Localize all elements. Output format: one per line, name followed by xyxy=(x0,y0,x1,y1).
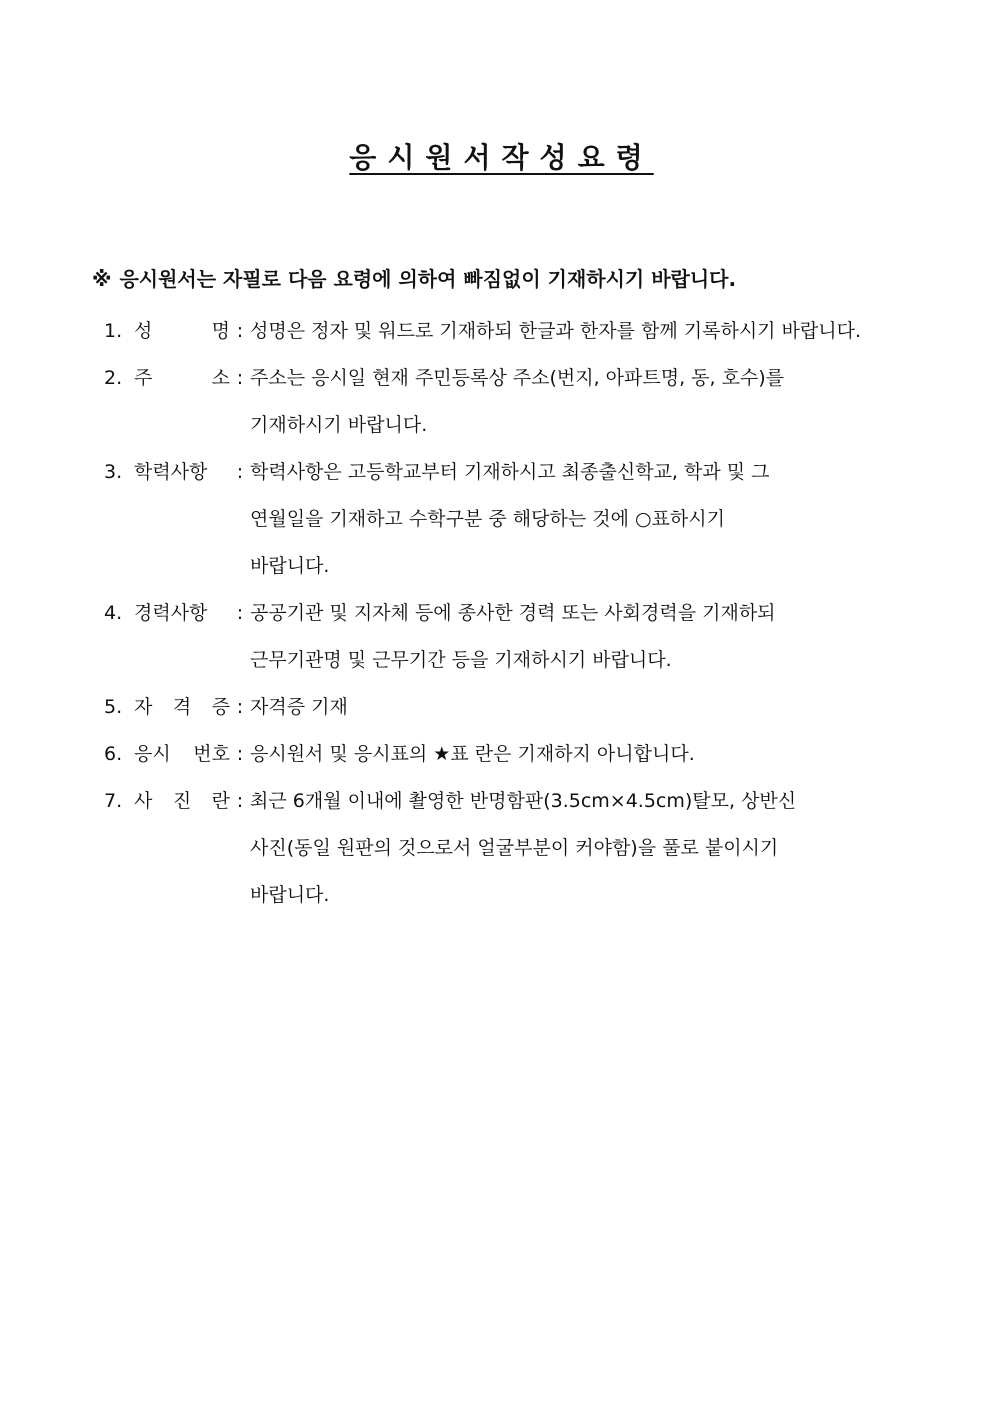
item-number: 3. xyxy=(104,461,123,483)
item-label-part: 응시 xyxy=(134,743,171,765)
instruction-item xyxy=(104,355,924,449)
item-label-text xyxy=(134,731,230,778)
item-label-part: 자 xyxy=(134,696,153,718)
item-label-part: 사 xyxy=(134,790,153,812)
item-label-part: 증 xyxy=(211,696,230,718)
item-label-text xyxy=(134,590,230,684)
item-label xyxy=(104,355,250,449)
item-label-part: 경력사항 xyxy=(134,602,208,624)
item-number: 5. xyxy=(104,696,123,718)
item-label xyxy=(104,684,250,731)
item-label-part: 성 xyxy=(134,320,153,342)
item-description xyxy=(250,684,924,731)
instruction-list xyxy=(104,308,924,919)
notice-line xyxy=(92,261,912,297)
item-description-line: 기재하시기 바랍니다. xyxy=(250,414,428,436)
item-label xyxy=(104,449,250,590)
item-description-line: 최근 6개월 이내에 촬영한 반명함판(3.5cm×4.5cm)탈모, 상반신 xyxy=(250,790,797,812)
item-label-text xyxy=(134,355,230,449)
document-title xyxy=(0,138,992,178)
item-description xyxy=(250,590,924,684)
item-label-text xyxy=(134,308,230,355)
item-description-line: 바랍니다. xyxy=(250,884,330,906)
item-description-line: 근무기관명 및 근무기간 등을 기재하시기 바랍니다. xyxy=(250,649,672,671)
item-label-part: 번호 xyxy=(193,743,230,765)
instruction-item xyxy=(104,449,924,590)
instruction-item xyxy=(104,684,924,731)
notice-text: 응시원서는 자필로 다음 요령에 의하여 빠짐없이 기재하시기 바랍니다. xyxy=(119,267,737,291)
item-description-line: 연월일을 기재하고 수학구분 중 해당하는 것에 ○표하시기 xyxy=(250,508,725,530)
item-description xyxy=(250,778,924,919)
item-colon: : xyxy=(236,790,244,812)
item-colon: : xyxy=(236,602,244,624)
item-label-text xyxy=(134,684,230,731)
item-number: 6. xyxy=(104,743,123,765)
item-label xyxy=(104,778,250,919)
item-label-part: 란 xyxy=(211,790,230,812)
item-number: 2. xyxy=(104,367,123,389)
item-description-line: 주소는 응시일 현재 주민등록상 주소(번지, 아파트명, 동, 호수)를 xyxy=(250,367,785,389)
item-label-text xyxy=(134,778,230,919)
instruction-item xyxy=(104,590,924,684)
item-description xyxy=(250,308,924,355)
item-description-line: 공공기관 및 지자체 등에 종사한 경력 또는 사회경력을 기재하되 xyxy=(250,602,776,624)
item-description xyxy=(250,449,924,590)
item-label-part: 진 xyxy=(172,790,192,812)
item-description-line: 학력사항은 고등학교부터 기재하시고 최종출신학교, 학과 및 그 xyxy=(250,461,770,483)
item-description xyxy=(250,355,924,449)
item-description-line: 자격증 기재 xyxy=(250,696,348,718)
item-description-line: 바랍니다. xyxy=(250,555,330,577)
item-colon: : xyxy=(236,696,244,718)
item-description xyxy=(250,731,924,778)
item-label-part: 주 xyxy=(134,367,153,389)
item-label-text xyxy=(134,449,230,590)
item-description-line: 성명은 정자 및 워드로 기재하되 한글과 한자를 함께 기록하시기 바랍니다. xyxy=(250,320,862,342)
item-colon: : xyxy=(236,320,244,342)
instruction-item xyxy=(104,731,924,778)
instruction-item xyxy=(104,778,924,919)
item-number: 1. xyxy=(104,320,123,342)
instruction-item xyxy=(104,308,924,355)
item-label-part: 학력사항 xyxy=(134,461,208,483)
item-description-line: 응시원서 및 응시표의 ★표 란은 기재하지 아니합니다. xyxy=(250,743,695,765)
item-label xyxy=(104,731,250,778)
item-colon: : xyxy=(236,461,244,483)
item-label-part: 명 xyxy=(211,320,230,342)
document-title-text: 응시원서작성요령 xyxy=(349,141,654,174)
item-label xyxy=(104,590,250,684)
item-number: 4. xyxy=(104,602,123,624)
item-label xyxy=(104,308,250,355)
item-number: 7. xyxy=(104,790,123,812)
item-label-part: 소 xyxy=(211,367,230,389)
item-description-line: 사진(동일 원판의 것으로서 얼굴부분이 커야함)을 풀로 붙이시기 xyxy=(250,837,779,859)
item-colon: : xyxy=(236,743,244,765)
reference-mark: ※ xyxy=(92,267,112,291)
item-label-part: 격 xyxy=(172,696,192,718)
item-colon: : xyxy=(236,367,244,389)
